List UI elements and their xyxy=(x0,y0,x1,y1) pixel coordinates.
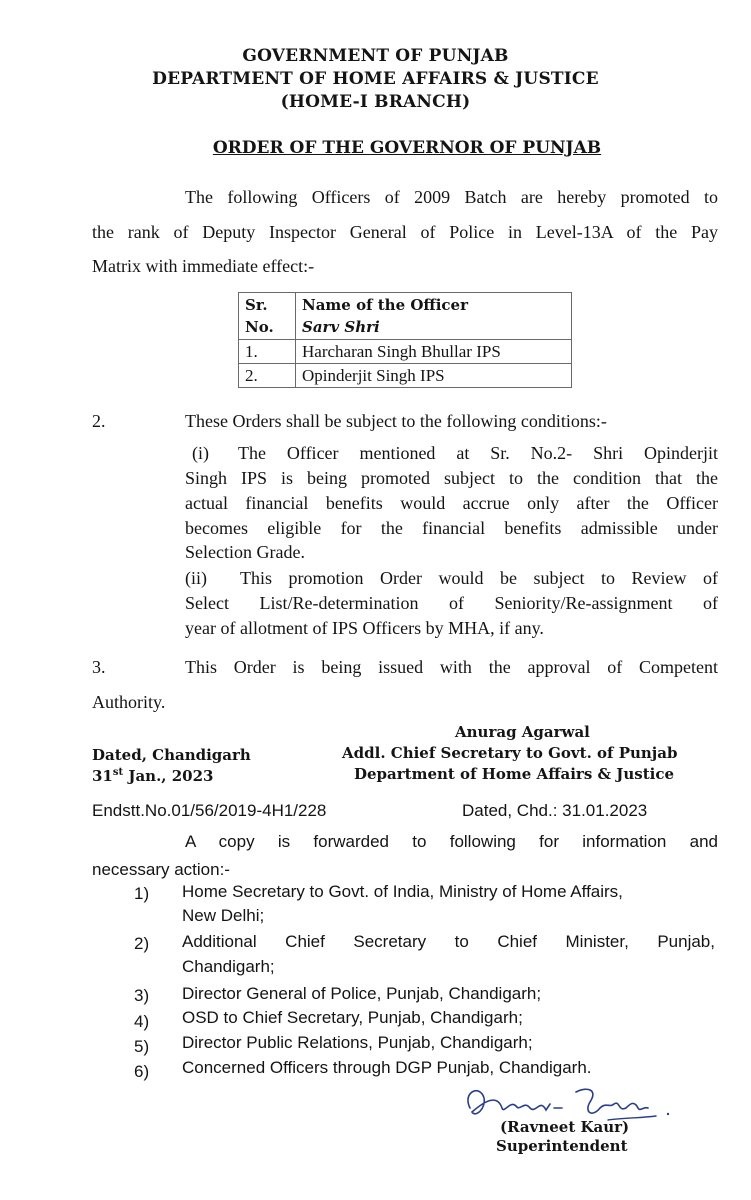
cond1-line-4: becomes eligible for the financial benefits admissible under xyxy=(185,518,718,538)
list-item-continued: Chandigarh; xyxy=(182,957,275,976)
list-item-number: 6) xyxy=(134,1062,150,1081)
cond1-marker: (i) xyxy=(192,443,209,463)
officers-table xyxy=(238,292,572,388)
cond1-line-2: Singh IPS is being promoted subject to the condition that the xyxy=(185,468,718,488)
copy-intro-line-2: necessary action:- xyxy=(92,860,230,879)
list-item-continued: New Delhi; xyxy=(182,906,265,925)
copy-intro-line-1: A copy is forwarded to following for information and xyxy=(185,832,718,851)
list-item-number: 3) xyxy=(134,986,150,1005)
sr-no-header: Sr. No. xyxy=(239,293,296,340)
table-header-row xyxy=(239,293,572,340)
header-government: GOVERNMENT OF PUNJAB xyxy=(242,46,509,66)
list-item-number: 2) xyxy=(134,934,150,953)
row-officer-name: Harcharan Singh Bhullar IPS xyxy=(296,340,572,364)
para2-number: 2. xyxy=(92,411,106,431)
intro-line-1: The following Officers of 2009 Batch are hereby promoted to xyxy=(185,187,718,207)
list-item-number: 5) xyxy=(134,1037,150,1056)
list-item: Concerned Officers through DGP Punjab, Chandigarh. xyxy=(182,1058,592,1077)
list-item: Director General of Police, Punjab, Chandigarh; xyxy=(182,984,542,1003)
para2-text: These Orders shall be subject to the following conditions:- xyxy=(185,411,607,431)
order-title: ORDER OF THE GOVERNOR OF PUNJAB xyxy=(212,138,602,158)
para3-line-1: This Order is being issued with the approval of Competent xyxy=(185,657,718,677)
order-date: 31st Jan., 2023 xyxy=(92,767,214,785)
cond1-line-1: The Officer mentioned at Sr. No.2- Shri Opinderjit xyxy=(238,443,718,463)
para3-number: 3. xyxy=(92,657,106,677)
intro-line-2: the rank of Deputy Inspector General of Police in Level-13A of the Pay xyxy=(92,222,718,242)
header-branch: (HOME-I BRANCH) xyxy=(280,92,471,112)
cond1-line-3: actual financial benefits would accrue only after the Officer xyxy=(185,493,718,513)
list-item: Home Secretary to Govt. of India, Ministry of Home Affairs, xyxy=(182,882,623,901)
row-officer-name: Opinderjit Singh IPS xyxy=(296,364,572,388)
header-department: DEPARTMENT OF HOME AFFAIRS & JUSTICE xyxy=(152,69,599,89)
cond1-line-5: Selection Grade. xyxy=(185,542,305,562)
signatory-department: Department of Home Affairs & Justice xyxy=(354,765,675,783)
endorsement-number: Endstt.No.01/56/2019-4H1/228 xyxy=(92,801,327,820)
endorsement-date: Dated, Chd.: 31.01.2023 xyxy=(462,801,648,820)
signatory-name: Anurag Agarwal xyxy=(455,723,590,741)
list-item: OSD to Chief Secretary, Punjab, Chandigarh; xyxy=(182,1008,523,1027)
table-row xyxy=(239,364,572,388)
footer-signatory-name: (Ravneet Kaur) xyxy=(500,1118,630,1136)
cond2-line-1: This promotion Order would be subject to Review of xyxy=(240,568,718,588)
cond2-marker: (ii) xyxy=(185,568,207,588)
officer-name-header: Name of the Officer Sarv Shri xyxy=(296,293,572,340)
signatory-designation: Addl. Chief Secretary to Govt. of Punjab xyxy=(342,744,678,762)
list-item-number: 1) xyxy=(134,884,150,903)
list-item: Director Public Relations, Punjab, Chandigarh; xyxy=(182,1033,533,1052)
dated-place: Dated, Chandigarh xyxy=(92,746,251,764)
row-sr-no: 2. xyxy=(239,364,296,388)
para3-line-2: Authority. xyxy=(92,692,166,712)
cond2-line-2: Select List/Re-determination of Seniority/Re-assignment of xyxy=(185,593,718,613)
list-item-number: 4) xyxy=(134,1012,150,1031)
row-sr-no: 1. xyxy=(239,340,296,364)
table-row xyxy=(239,340,572,364)
footer-signatory-designation: Superintendent xyxy=(496,1137,628,1155)
list-item: Additional Chief Secretary to Chief Minister, Punjab, xyxy=(182,932,715,951)
cond2-line-3: year of allotment of IPS Officers by MHA, if any. xyxy=(185,618,544,638)
intro-line-3: Matrix with immediate effect:- xyxy=(92,256,315,276)
